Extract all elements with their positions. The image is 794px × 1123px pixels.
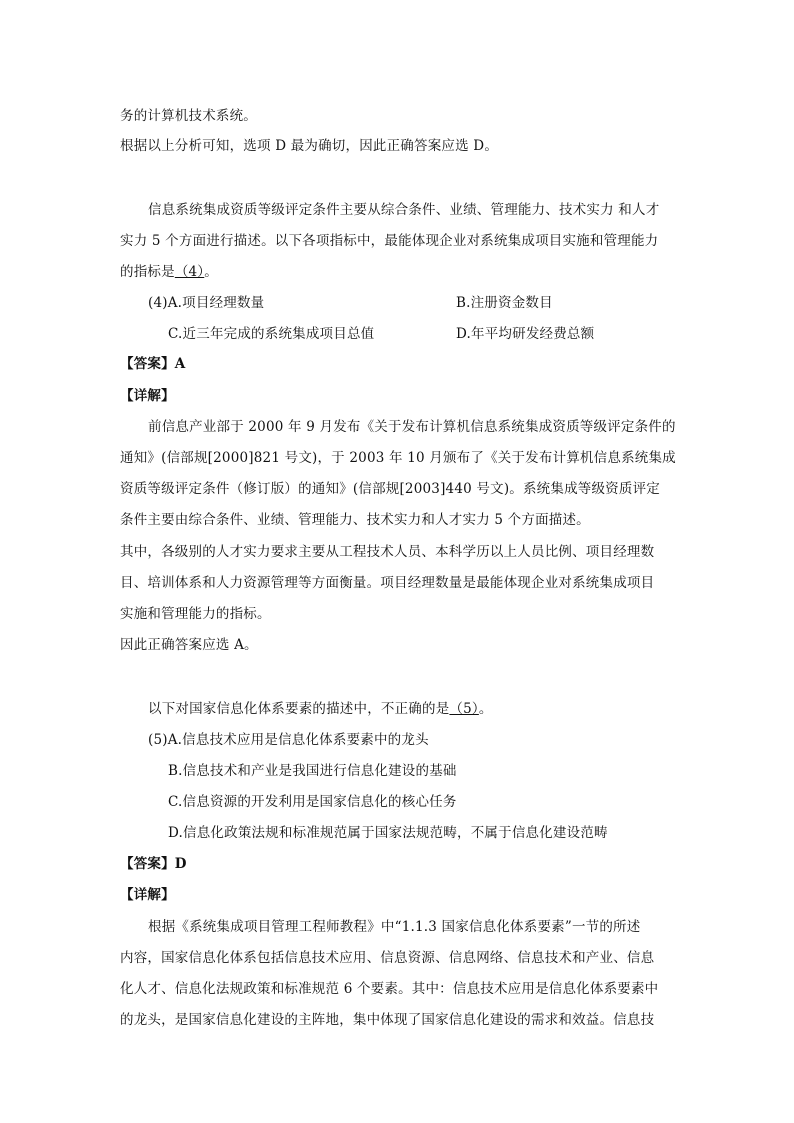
q4-option-d: D.年平均研发经费总额 bbox=[456, 326, 595, 342]
prev-line-2: 根据以上分析可知，选项 D 最为确切，因此正确答案应选 D。 bbox=[120, 138, 499, 154]
q5-detail-heading: 【详解】 bbox=[120, 887, 175, 903]
q4-explain-line-2: 通知》(信部规[2000]821 号文)，于 2003 年 10 月颁布了《关于发布计算机信息系统集成 bbox=[120, 450, 676, 466]
q4-stem-post: 。 bbox=[204, 264, 218, 280]
q5-explain-line-4: 的龙头，是国家信息化建设的主阵地，集中体现了国家信息化建设的需求和效益。信息技 bbox=[120, 1012, 655, 1028]
q4-explain-line-7: 实施和管理能力的指标。 bbox=[120, 606, 271, 622]
q4-stem-line-1: 信息系统集成资质等级评定条件主要从综合条件、业绩、管理能力、技术实力 和人才 bbox=[148, 202, 660, 218]
q5-explain-line-1: 根据《系统集成项目管理工程师教程》中“1.1.3 国家信息化体系要素”一节的所述 bbox=[148, 919, 641, 935]
q5-stem-pre: 以下对国家信息化体系要素的描述中，不正确的是 bbox=[148, 701, 450, 717]
q4-blank: （4） bbox=[174, 264, 205, 280]
q4-answer: 【答案】A bbox=[120, 356, 186, 372]
q4-option-c: C.近三年完成的系统集成项目总值 bbox=[168, 326, 375, 342]
q4-stem-line-3 bbox=[120, 260, 218, 280]
q5-answer: 【答案】D bbox=[120, 856, 187, 872]
prev-line-1: 务的计算机技术系统。 bbox=[120, 108, 257, 124]
q4-option-a: (4)A.项目经理数量 bbox=[148, 295, 265, 311]
q5-option-c: C.信息资源的开发利用是国家信息化的核心任务 bbox=[168, 794, 457, 810]
q5-blank: （5） bbox=[449, 701, 479, 717]
q5-option-b: B.信息技术和产业是我国进行信息化建设的基础 bbox=[168, 763, 457, 779]
q4-stem-line-2: 实力 5 个方面进行描述。以下各项指标中，最能体现企业对系统集成项目实施和管理能力 bbox=[120, 233, 659, 249]
q4-option-b: B.注册资金数目 bbox=[456, 295, 553, 311]
q4-explain-line-4: 条件主要由综合条件、业绩、管理能力、技术实力和人才实力 5 个方面描述。 bbox=[120, 512, 590, 528]
q5-option-d: D.信息化政策法规和标准规范属于国家法规范畴，不属于信息化建设范畴 bbox=[168, 825, 608, 841]
q5-option-a: (5)A.信息技术应用是信息化体系要素中的龙头 bbox=[148, 732, 429, 748]
q4-explain-line-3: 资质等级评定条件（修订版）的通知》(信部规[2003]440 号文)。系统集成等级资质评定 bbox=[120, 481, 660, 497]
q4-detail-heading: 【详解】 bbox=[120, 388, 175, 404]
q4-explain-line-1: 前信息产业部于 2000 年 9 月发布《关于发布计算机信息系统集成资质等级评定条件的 bbox=[148, 419, 676, 435]
q5-explain-line-2: 内容，国家信息化体系包括信息技术应用、信息资源、信息网络、信息技术和产业、信息 bbox=[120, 950, 655, 966]
q4-explain-line-8: 因此正确答案应选 A。 bbox=[120, 637, 258, 653]
q4-explain-line-6: 目、培训体系和人力资源管理等方面衡量。项目经理数量是最能体现企业对系统集成项目 bbox=[120, 575, 655, 591]
q5-stem-line-1 bbox=[148, 697, 493, 717]
q5-stem-post: 。 bbox=[478, 701, 493, 717]
q4-stem-pre: 的指标是 bbox=[120, 264, 175, 280]
q4-explain-line-5: 其中，各级别的人才实力要求主要从工程技术人员、本科学历以上人员比例、项目经理数 bbox=[120, 544, 655, 560]
q5-explain-line-3: 化人才、信息化法规政策和标准规范 6 个要素。其中：信息技术应用是信息化体系要素中 bbox=[120, 981, 659, 997]
